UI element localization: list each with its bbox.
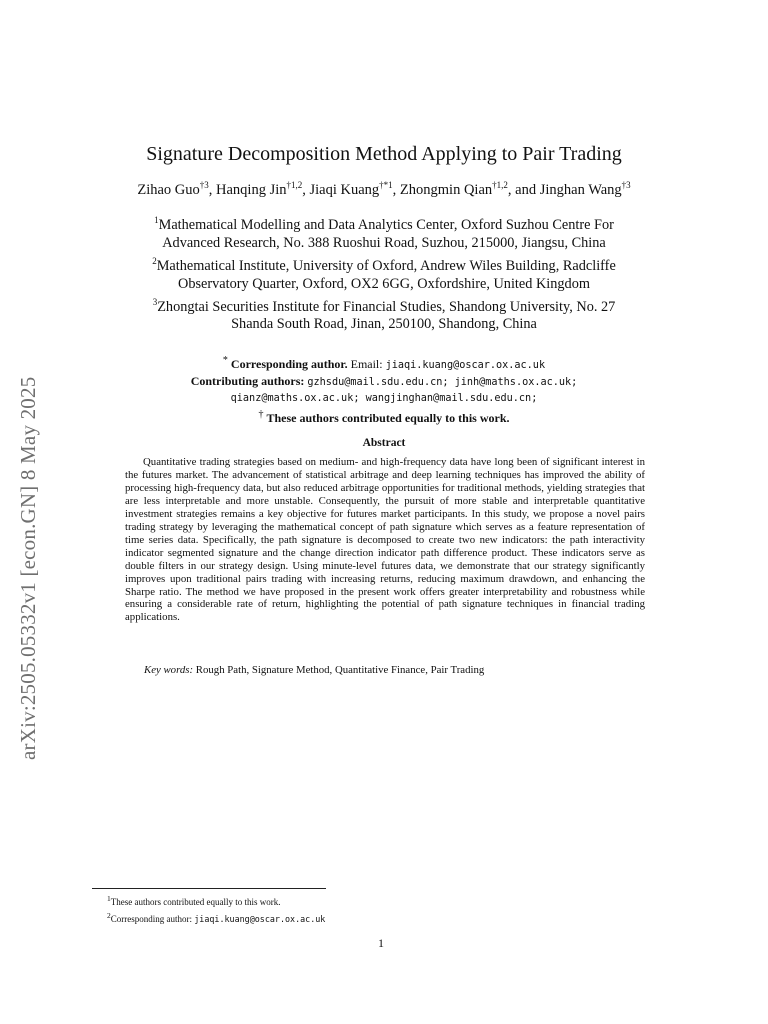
abstract-body: Quantitative trading strategies based on medium- and high-frequency data have long been of significant interest in the futures market. The advancement of statistical arbitrage and deep learning techniques has improved the ability of processing high-frequency data, but also reduced arbitrage opportunities for traditional methods, yielding strategies that are less interpretable and more unstable. Consequently, the pursuit of more stable and interpretable quantitative investment strategies remains a key objective for futures market participants. In this study, we propose a novel pairs trading strategy by leveraging the mathematical concept of path signature which serves as a feature representation of time series data. Specifically, the path signature is decomposed to create two new indicators: the path interactivity indicator segmented signature and the change direction indicator path difference product. These indicators serve as double filters in our strategy design. Using minute-level futures data, we demonstrate that our strategy significantly improves upon traditional pairs trading with increasing returns, reducing maximum drawdown, and enhancing the Sharpe ratio. The method we have proposed in the present work offers greater interpretability and robustness while ensuring a considerable rate of return, highlighting the potential of path signature techniques in financial trading applications. — [125, 456, 645, 624]
author-name: Zihao Guo — [137, 181, 200, 198]
paper-title: Signature Decomposition Method Applying to Pair Trading — [146, 143, 622, 165]
corresponding-mark: * — [222, 355, 228, 366]
contributing-emails[interactable]: gzhsdu@mail.sdu.edu.cn; jinh@maths.ox.ac.uk; — [307, 376, 578, 388]
contributing-emails[interactable]: qianz@maths.ox.ac.uk; wangjinghan@mail.sdu.edu.cn; — [230, 393, 538, 405]
page-number: 1 — [378, 936, 384, 950]
affiliation-number: 3 — [152, 296, 158, 307]
equal-contribution-note: These authors contributed equally to this work. — [266, 410, 510, 425]
affiliation-number: 1 — [154, 215, 159, 225]
contributing-label: Contributing authors: — [190, 373, 305, 388]
affiliation-line: $^2$Mathematical Institute, University of Oxford, Andrew Wiles Building, Radcliffe — [152, 255, 616, 274]
author-affil-mark: †1,2 — [492, 180, 508, 190]
footnote-divider — [92, 888, 326, 889]
author-affil-mark: †1,2 — [286, 180, 303, 190]
author-name: Zhongmin Qian — [399, 181, 493, 198]
author-name: Hanqing Jin — [216, 181, 287, 198]
footnote-number: 2 — [107, 911, 111, 920]
affiliation-number: 2 — [152, 255, 157, 266]
abstract-heading: Abstract — [362, 437, 406, 449]
author-affil-mark: †3 — [199, 180, 209, 190]
affiliation-line: Observatory Quarter, Oxford, OX2 6GG, Oxfordshire, United Kingdom — [178, 275, 590, 292]
keywords-line — [144, 664, 484, 676]
footnote-number: 1 — [107, 894, 111, 903]
footnote-item — [107, 909, 325, 926]
corresponding-email-link[interactable]: jiaqi.kuang@oscar.ox.ac.uk — [385, 360, 546, 371]
author-list: Zihao Guo$^{\dagger 3}$, Hanqing Jin$^{\dagger 1,2}$, Jiaqi Kuang$^{\dagger*1}$, Zhongmin Qian$^{\dagger 1,2}$, and Jinghan Wang$^{\dagger 3}$ — [137, 180, 631, 198]
arxiv-identifier-stamp: arXiv:2505.05332v1 [econ.GN] 8 May 2025 — [16, 376, 40, 760]
author-conjunction: and — [515, 181, 537, 198]
keywords-list: Rough Path, Signature Method, Quantitative Finance, Pair Trading — [195, 664, 485, 676]
footnote-item — [107, 892, 325, 909]
keywords-label: Key words: — [144, 664, 194, 676]
footnotes — [107, 892, 325, 926]
affiliation-line: Shanda South Road, Jinan, 250100, Shandong, China — [231, 316, 537, 333]
affiliation-line: Advanced Research, No. 388 Ruoshui Road, Suzhou, 215000, Jiangsu, China — [162, 234, 606, 251]
author-name: Jiaqi Kuang — [309, 181, 380, 198]
affiliations — [100, 211, 668, 333]
footnote-text: These authors contributed equally to this work. — [110, 897, 281, 907]
affiliation-line: $^1$Mathematical Modelling and Data Analytics Center, Oxford Suzhou Centre For — [154, 215, 614, 233]
corresponding-label: Corresponding author. — [230, 357, 348, 371]
author-name: Jinghan Wang — [539, 181, 622, 198]
equal-contribution-mark: † — [258, 408, 264, 420]
author-affil-mark: †3 — [621, 180, 631, 190]
author-affil-mark: †*1 — [379, 180, 393, 190]
affiliation-line: $^3$Zhongtai Securities Institute for Financial Studies, Shandong University, No. 27 — [152, 296, 616, 315]
footnote-email-link[interactable]: jiaqi.kuang@oscar.ox.ac.uk — [194, 914, 326, 924]
email-label: Email: — [350, 357, 383, 371]
contact-block — [100, 353, 668, 426]
footnote-text: Corresponding author: — [110, 914, 192, 924]
